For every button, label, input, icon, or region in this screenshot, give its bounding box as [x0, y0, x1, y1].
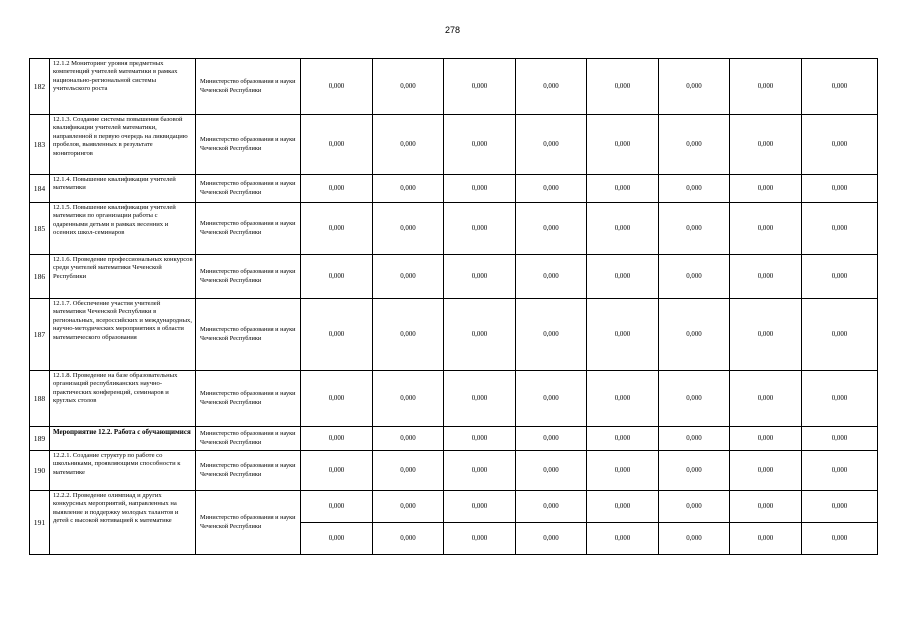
- value-cell: 0,000: [730, 59, 802, 115]
- value-cell: 0,000: [802, 523, 878, 555]
- value-cell: 0,000: [444, 523, 516, 555]
- value-cell: 0,000: [587, 59, 659, 115]
- value-cell: 0,000: [802, 427, 878, 451]
- value-cell: 0,000: [802, 203, 878, 255]
- value-cell: 0,000: [301, 299, 373, 371]
- value-cell: 0,000: [373, 523, 444, 555]
- value-cell: 0,000: [587, 203, 659, 255]
- value-cell: 0,000: [659, 175, 730, 203]
- value-cell: 0,000: [516, 523, 587, 555]
- activity-description: 12.1.3. Создание системы повышения базовой квалификации учителей математики, направленной в первую очередь на ликвидацию пробелов, выявленных в результате мониторингов: [50, 115, 196, 175]
- row-number: 184: [30, 175, 50, 203]
- value-cell: 0,000: [516, 255, 587, 299]
- value-cell: 0,000: [730, 115, 802, 175]
- value-cell: 0,000: [516, 115, 587, 175]
- value-cell: 0,000: [444, 59, 516, 115]
- value-cell: 0,000: [659, 371, 730, 427]
- value-cell: 0,000: [301, 451, 373, 491]
- activity-description: Мероприятие 12.2. Работа с обучающимися: [50, 427, 196, 451]
- row-number: 183: [30, 115, 50, 175]
- value-cell: 0,000: [587, 371, 659, 427]
- responsible-ministry: Министерство образования и науки Чеченской Республики: [196, 299, 301, 371]
- value-cell: 0,000: [659, 59, 730, 115]
- row-number: 187: [30, 299, 50, 371]
- value-cell: 0,000: [587, 523, 659, 555]
- value-cell: 0,000: [373, 115, 444, 175]
- value-cell: 0,000: [802, 491, 878, 523]
- activity-description: 12.2.1. Создание структур по работе со школьниками, проявляющими способности к математике: [50, 451, 196, 491]
- value-cell: 0,000: [373, 371, 444, 427]
- value-cell: 0,000: [659, 427, 730, 451]
- row-number: 191: [30, 491, 50, 555]
- value-cell: 0,000: [516, 371, 587, 427]
- value-cell: 0,000: [516, 59, 587, 115]
- value-cell: 0,000: [301, 175, 373, 203]
- value-cell: 0,000: [516, 175, 587, 203]
- value-cell: 0,000: [730, 299, 802, 371]
- value-cell: 0,000: [587, 491, 659, 523]
- value-cell: 0,000: [444, 491, 516, 523]
- responsible-ministry: Министерство образования и науки Чеченской Республики: [196, 175, 301, 203]
- responsible-ministry: Министерство образования и науки Чеченской Республики: [196, 255, 301, 299]
- value-cell: 0,000: [659, 255, 730, 299]
- activity-description: 12.1.7. Обеспечение участия учителей математики Чеченской Республики в региональных, всероссийских и международных, научно-методических мероприятиях в области математического образования: [50, 299, 196, 371]
- table-row: [30, 255, 878, 299]
- value-cell: 0,000: [730, 203, 802, 255]
- value-cell: 0,000: [444, 115, 516, 175]
- table-row: [30, 175, 878, 203]
- value-cell: 0,000: [587, 175, 659, 203]
- value-cell: 0,000: [659, 299, 730, 371]
- value-cell: 0,000: [444, 175, 516, 203]
- value-cell: 0,000: [802, 59, 878, 115]
- value-cell: 0,000: [587, 427, 659, 451]
- activity-description: 12.2.2. Проведение олимпиад и других конкурсных мероприятий, направленных на выявление и поддержку молодых талантов и детей с высокой мотивацией к математике: [50, 491, 196, 555]
- value-cell: 0,000: [444, 371, 516, 427]
- value-cell: 0,000: [301, 115, 373, 175]
- value-cell: 0,000: [802, 175, 878, 203]
- value-cell: 0,000: [444, 451, 516, 491]
- value-cell: 0,000: [802, 371, 878, 427]
- value-cell: 0,000: [444, 255, 516, 299]
- activity-description: 12.1.8. Проведение на базе образовательных организаций республиканских научно-практических конференций, семинаров и круглых столов: [50, 371, 196, 427]
- value-cell: 0,000: [444, 427, 516, 451]
- value-cell: 0,000: [659, 523, 730, 555]
- responsible-ministry: Министерство образования и науки Чеченской Республики: [196, 427, 301, 451]
- value-cell: 0,000: [730, 451, 802, 491]
- value-cell: 0,000: [373, 299, 444, 371]
- row-number: 189: [30, 427, 50, 451]
- row-number: 188: [30, 371, 50, 427]
- value-cell: 0,000: [301, 371, 373, 427]
- activity-description: 12.1.5. Повышение квалификации учителей математики по организации работы с одаренными детьми в рамках весенних и осенних школ-семинаров: [50, 203, 196, 255]
- value-cell: 0,000: [373, 427, 444, 451]
- table-row: [30, 371, 878, 427]
- row-number: 186: [30, 255, 50, 299]
- value-cell: 0,000: [802, 255, 878, 299]
- page-number: 278: [444, 25, 461, 35]
- value-cell: 0,000: [659, 203, 730, 255]
- table-body: [30, 59, 878, 555]
- value-cell: 0,000: [516, 427, 587, 451]
- value-cell: 0,000: [373, 255, 444, 299]
- table-row: [30, 427, 878, 451]
- value-cell: 0,000: [659, 491, 730, 523]
- value-cell: 0,000: [730, 371, 802, 427]
- value-cell: 0,000: [373, 491, 444, 523]
- value-cell: 0,000: [373, 451, 444, 491]
- responsible-ministry: Министерство образования и науки Чеченской Республики: [196, 59, 301, 115]
- activity-description: 12.1.6. Проведение профессиональных конкурсов среди учителей математики Чеченской Республики: [50, 255, 196, 299]
- value-cell: 0,000: [516, 203, 587, 255]
- value-cell: 0,000: [373, 59, 444, 115]
- row-number: 185: [30, 203, 50, 255]
- responsible-ministry: Министерство образования и науки Чеченской Республики: [196, 203, 301, 255]
- value-cell: 0,000: [301, 59, 373, 115]
- responsible-ministry: Министерство образования и науки Чеченской Республики: [196, 451, 301, 491]
- value-cell: 0,000: [802, 115, 878, 175]
- value-cell: 0,000: [587, 255, 659, 299]
- value-cell: 0,000: [730, 523, 802, 555]
- value-cell: 0,000: [587, 299, 659, 371]
- responsible-ministry: Министерство образования и науки Чеченской Республики: [196, 371, 301, 427]
- responsible-ministry: Министерство образования и науки Чеченской Республики: [196, 115, 301, 175]
- budget-table: [29, 58, 878, 555]
- table-row: [30, 451, 878, 491]
- value-cell: 0,000: [373, 175, 444, 203]
- table-row: [30, 299, 878, 371]
- value-cell: 0,000: [802, 451, 878, 491]
- value-cell: 0,000: [587, 115, 659, 175]
- value-cell: 0,000: [659, 115, 730, 175]
- table-row: [30, 59, 878, 115]
- value-cell: 0,000: [444, 299, 516, 371]
- value-cell: 0,000: [516, 491, 587, 523]
- value-cell: 0,000: [301, 491, 373, 523]
- value-cell: 0,000: [587, 451, 659, 491]
- value-cell: 0,000: [802, 299, 878, 371]
- value-cell: 0,000: [659, 451, 730, 491]
- value-cell: 0,000: [301, 427, 373, 451]
- value-cell: 0,000: [516, 299, 587, 371]
- row-number: 182: [30, 59, 50, 115]
- table-row: [30, 115, 878, 175]
- table-row: [30, 491, 878, 523]
- value-cell: 0,000: [730, 255, 802, 299]
- value-cell: 0,000: [730, 427, 802, 451]
- table-row: [30, 203, 878, 255]
- value-cell: 0,000: [730, 491, 802, 523]
- activity-description: 12.1.2 Мониторинг уровня предметных компетенций учителей математики в рамках национально-региональной системы учительского роста: [50, 59, 196, 115]
- row-number: 190: [30, 451, 50, 491]
- value-cell: 0,000: [444, 203, 516, 255]
- value-cell: 0,000: [516, 451, 587, 491]
- value-cell: 0,000: [301, 255, 373, 299]
- value-cell: 0,000: [301, 523, 373, 555]
- value-cell: 0,000: [301, 203, 373, 255]
- value-cell: 0,000: [373, 203, 444, 255]
- value-cell: 0,000: [730, 175, 802, 203]
- activity-description: 12.1.4. Повышение квалификации учителей математики: [50, 175, 196, 203]
- responsible-ministry: Министерство образования и науки Чеченской Республики: [196, 491, 301, 555]
